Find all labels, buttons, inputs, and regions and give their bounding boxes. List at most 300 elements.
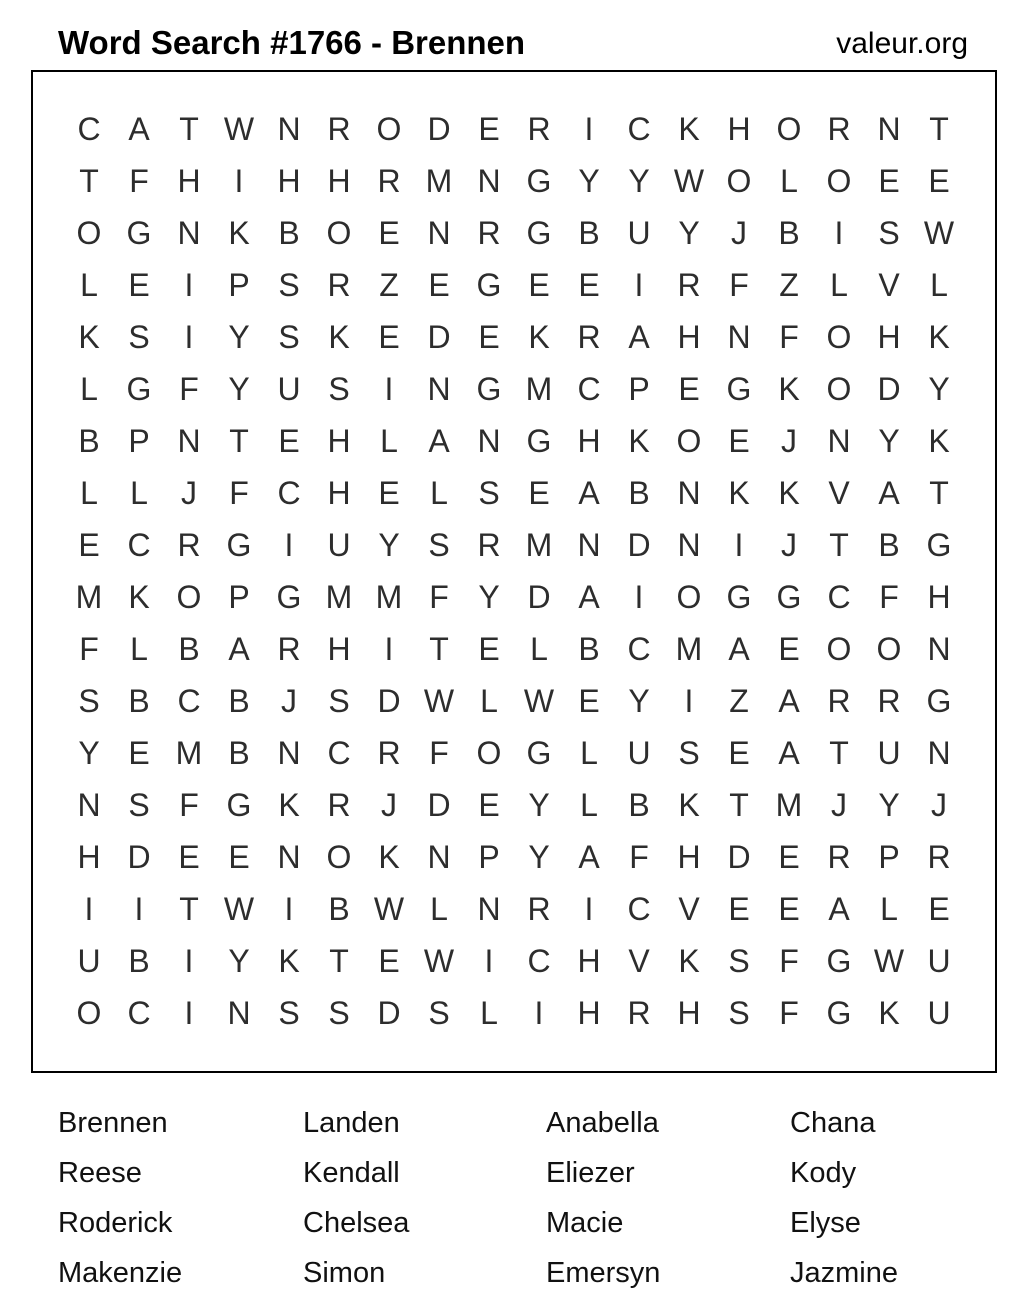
- word-item: Reese: [58, 1157, 142, 1189]
- grid-cell: L: [480, 683, 498, 719]
- grid-cell: L: [780, 163, 798, 199]
- grid-cell: S: [128, 787, 150, 823]
- grid-cell: K: [678, 111, 700, 147]
- grid-cell: U: [277, 371, 301, 407]
- grid-cell: I: [834, 215, 844, 251]
- grid-cell: R: [827, 683, 851, 719]
- grid-cell: T: [929, 475, 949, 511]
- grid-cell: T: [179, 891, 199, 927]
- grid-cell: Y: [528, 839, 550, 875]
- word-item: Kendall: [303, 1157, 400, 1189]
- grid-cell: N: [827, 423, 851, 459]
- grid-cell: V: [678, 891, 700, 927]
- grid-cell: C: [577, 371, 601, 407]
- grid-cell: C: [127, 995, 151, 1031]
- grid-cell: F: [179, 371, 199, 407]
- grid-cell: C: [277, 475, 301, 511]
- grid-cell: Y: [228, 319, 250, 355]
- grid-cell: S: [428, 527, 450, 563]
- grid-cell: Y: [228, 371, 250, 407]
- grid-cell: N: [677, 475, 701, 511]
- grid-cell: O: [376, 111, 402, 147]
- grid-cell: A: [878, 475, 900, 511]
- grid-cell: I: [284, 527, 294, 563]
- grid-cell: D: [127, 839, 151, 875]
- grid-cell: W: [373, 891, 405, 927]
- grid-cell: E: [378, 319, 400, 355]
- grid-cell: R: [177, 527, 201, 563]
- grid-cell: B: [228, 683, 250, 719]
- grid-cell: I: [184, 319, 194, 355]
- grid-cell: C: [627, 111, 651, 147]
- grid-cell: I: [184, 995, 194, 1031]
- grid-cell: I: [134, 891, 144, 927]
- grid-cell: S: [278, 319, 300, 355]
- grid-cell: T: [429, 631, 449, 667]
- grid-cell: D: [427, 111, 451, 147]
- grid-cell: E: [378, 475, 400, 511]
- grid-cell: J: [831, 787, 847, 823]
- grid-cell: C: [827, 579, 851, 615]
- word-item: Landen: [303, 1107, 400, 1139]
- grid-cell: M: [175, 735, 203, 771]
- grid-cell: S: [328, 371, 350, 407]
- grid-cell: Y: [78, 735, 100, 771]
- grid-cell: W: [223, 111, 255, 147]
- grid-cell: A: [228, 631, 250, 667]
- grid-cell: T: [329, 943, 349, 979]
- grid-cell: M: [375, 579, 403, 615]
- grid-cell: K: [878, 995, 900, 1031]
- grid-cell: R: [527, 111, 551, 147]
- grid-cell: S: [728, 995, 750, 1031]
- grid-cell: L: [880, 891, 898, 927]
- grid-cell: O: [826, 163, 852, 199]
- grid-cell: K: [78, 319, 100, 355]
- grid-cell: A: [578, 475, 600, 511]
- grid-cell: D: [427, 787, 451, 823]
- grid-cell: E: [578, 267, 600, 303]
- grid-cell: A: [778, 683, 800, 719]
- grid-cell: B: [328, 891, 350, 927]
- grid-cell: E: [528, 475, 550, 511]
- grid-cell: W: [223, 891, 255, 927]
- grid-cell: N: [277, 839, 301, 875]
- grid-cell: D: [877, 371, 901, 407]
- grid-cell: B: [628, 475, 650, 511]
- grid-cell: W: [923, 215, 955, 251]
- grid-cell: S: [278, 267, 300, 303]
- grid-cell: L: [580, 735, 598, 771]
- grid-cell: R: [877, 683, 901, 719]
- grid-cell: F: [879, 579, 899, 615]
- grid-cell: I: [634, 267, 644, 303]
- word-item: Elyse: [790, 1207, 861, 1239]
- grid-cell: G: [526, 163, 552, 199]
- grid-cell: H: [577, 423, 601, 459]
- grid-cell: O: [326, 215, 352, 251]
- grid-cell: G: [826, 943, 852, 979]
- word-item: Emersyn: [546, 1257, 661, 1289]
- grid-cell: W: [523, 683, 555, 719]
- grid-cell: U: [627, 215, 651, 251]
- word-list-column: [58, 1098, 303, 1298]
- grid-cell: A: [628, 319, 650, 355]
- grid-cell: B: [278, 215, 300, 251]
- grid-cell: Y: [478, 579, 500, 615]
- grid-cell: K: [678, 943, 700, 979]
- word-item: Chelsea: [303, 1207, 410, 1239]
- grid-cell: F: [779, 319, 799, 355]
- grid-cell: N: [277, 111, 301, 147]
- grid-cell: G: [926, 527, 952, 563]
- grid-cell: E: [278, 423, 300, 459]
- grid-cell: E: [778, 891, 800, 927]
- grid-cell: E: [478, 319, 500, 355]
- grid-cell: A: [828, 891, 850, 927]
- grid-cell: O: [726, 163, 752, 199]
- grid-cell: Y: [678, 215, 700, 251]
- grid-cell: G: [476, 371, 502, 407]
- grid-cell: S: [278, 995, 300, 1031]
- grid-cell: C: [327, 735, 351, 771]
- grid-cell: I: [84, 891, 94, 927]
- grid-cell: C: [127, 527, 151, 563]
- grid-cell: E: [128, 735, 150, 771]
- grid-cell: Y: [378, 527, 400, 563]
- grid-cell: V: [628, 943, 650, 979]
- grid-cell: F: [179, 787, 199, 823]
- word-list-column: [790, 1098, 972, 1298]
- grid-cell: K: [278, 943, 300, 979]
- grid-cell: P: [878, 839, 900, 875]
- grid-cell: L: [830, 267, 848, 303]
- grid-cell: K: [528, 319, 550, 355]
- grid-cell: W: [673, 163, 705, 199]
- grid-cell: N: [177, 423, 201, 459]
- grid-cell: U: [327, 527, 351, 563]
- grid-cell: D: [727, 839, 751, 875]
- word-item: Roderick: [58, 1207, 173, 1239]
- grid-cell: B: [878, 527, 900, 563]
- grid-cell: B: [128, 683, 150, 719]
- grid-cell: G: [526, 735, 552, 771]
- grid-cell: M: [425, 163, 453, 199]
- grid-cell: R: [327, 787, 351, 823]
- grid-cell: G: [226, 527, 252, 563]
- grid-cell: S: [878, 215, 900, 251]
- grid-cell: F: [79, 631, 99, 667]
- grid-cell: G: [526, 423, 552, 459]
- grid-cell: B: [778, 215, 800, 251]
- grid-cell: Z: [379, 267, 399, 303]
- grid-cell: M: [525, 527, 553, 563]
- grid-cell: D: [377, 995, 401, 1031]
- grid-cell: E: [678, 371, 700, 407]
- grid-cell: H: [877, 319, 901, 355]
- grid-cell: H: [577, 995, 601, 1031]
- word-item: Macie: [546, 1207, 624, 1239]
- grid-cell: B: [228, 735, 250, 771]
- grid-cell: N: [77, 787, 101, 823]
- grid-cell: I: [634, 579, 644, 615]
- grid-cell: T: [829, 527, 849, 563]
- grid-cell: O: [76, 995, 102, 1031]
- grid-cell: J: [781, 527, 797, 563]
- grid-cell: H: [727, 111, 751, 147]
- grid-cell: N: [477, 891, 501, 927]
- grid-cell: V: [828, 475, 850, 511]
- grid-cell: W: [423, 683, 455, 719]
- grid-cell: E: [478, 631, 500, 667]
- grid-cell: F: [779, 943, 799, 979]
- grid-cell: O: [476, 735, 502, 771]
- grid-cell: P: [478, 839, 500, 875]
- grid-cell: I: [534, 995, 544, 1031]
- grid-cell: V: [878, 267, 900, 303]
- grid-cell: U: [927, 943, 951, 979]
- grid-cell: U: [877, 735, 901, 771]
- grid-cell: R: [827, 111, 851, 147]
- grid-cell: S: [78, 683, 100, 719]
- grid-cell: R: [277, 631, 301, 667]
- grid-cell: A: [578, 579, 600, 615]
- grid-cell: Y: [878, 423, 900, 459]
- grid-cell: R: [377, 163, 401, 199]
- word-item: Simon: [303, 1257, 386, 1289]
- grid-cell: K: [678, 787, 700, 823]
- grid-cell: G: [526, 215, 552, 251]
- grid-cell: L: [80, 267, 98, 303]
- grid-cell: G: [726, 579, 752, 615]
- grid-cell: M: [675, 631, 703, 667]
- grid-cell: K: [278, 787, 300, 823]
- grid-cell: E: [378, 943, 400, 979]
- grid-cell: M: [525, 371, 553, 407]
- grid-cell: G: [226, 787, 252, 823]
- grid-cell: L: [130, 631, 148, 667]
- grid-cell: S: [128, 319, 150, 355]
- grid-cell: R: [677, 267, 701, 303]
- word-list-column: [303, 1098, 546, 1298]
- puzzle-grid-border: [31, 70, 997, 1073]
- grid-cell: R: [377, 735, 401, 771]
- grid-cell: A: [778, 735, 800, 771]
- grid-cell: B: [578, 215, 600, 251]
- grid-cell: N: [427, 371, 451, 407]
- grid-cell: K: [128, 579, 150, 615]
- grid-cell: K: [228, 215, 250, 251]
- grid-cell: N: [227, 995, 251, 1031]
- grid-cell: E: [528, 267, 550, 303]
- grid-cell: Y: [578, 163, 600, 199]
- grid-cell: A: [128, 111, 150, 147]
- grid-cell: P: [128, 423, 150, 459]
- word-item: Eliezer: [546, 1157, 635, 1189]
- grid-cell: E: [778, 839, 800, 875]
- grid-cell: H: [327, 163, 351, 199]
- grid-cell: N: [677, 527, 701, 563]
- grid-cell: R: [577, 319, 601, 355]
- page-title: Word Search #1766 - Brennen: [58, 24, 526, 61]
- grid-cell: E: [928, 163, 950, 199]
- grid-cell: I: [284, 891, 294, 927]
- grid-cell: I: [384, 371, 394, 407]
- grid-cell: A: [728, 631, 750, 667]
- grid-cell: K: [378, 839, 400, 875]
- grid-cell: H: [177, 163, 201, 199]
- grid-cell: O: [676, 423, 702, 459]
- grid-cell: E: [228, 839, 250, 875]
- grid-cell: T: [829, 735, 849, 771]
- grid-cell: L: [430, 475, 448, 511]
- grid-cell: Y: [928, 371, 950, 407]
- grid-cell: B: [628, 787, 650, 823]
- grid-cell: I: [234, 163, 244, 199]
- grid-cell: K: [928, 423, 950, 459]
- grid-cell: E: [78, 527, 100, 563]
- grid-cell: E: [578, 683, 600, 719]
- grid-cell: J: [281, 683, 297, 719]
- grid-cell: N: [877, 111, 901, 147]
- grid-cell: L: [80, 475, 98, 511]
- grid-cell: Z: [779, 267, 799, 303]
- grid-cell: O: [826, 319, 852, 355]
- word-item: Anabella: [546, 1107, 659, 1139]
- grid-cell: U: [627, 735, 651, 771]
- grid-cell: F: [629, 839, 649, 875]
- grid-cell: D: [427, 319, 451, 355]
- grid-cell: E: [428, 267, 450, 303]
- grid-cell: M: [325, 579, 353, 615]
- grid-cell: J: [931, 787, 947, 823]
- grid-cell: O: [826, 631, 852, 667]
- grid-cell: T: [229, 423, 249, 459]
- grid-cell: I: [484, 943, 494, 979]
- grid-cell: W: [423, 943, 455, 979]
- grid-cell: R: [827, 839, 851, 875]
- grid-cell: H: [927, 579, 951, 615]
- grid-cell: L: [480, 995, 498, 1031]
- grid-cell: D: [627, 527, 651, 563]
- grid-cell: R: [477, 215, 501, 251]
- grid-cell: E: [178, 839, 200, 875]
- grid-cell: S: [328, 683, 350, 719]
- word-item: Brennen: [58, 1107, 168, 1139]
- letter-grid: [33, 72, 995, 1070]
- grid-cell: E: [878, 163, 900, 199]
- grid-cell: C: [527, 943, 551, 979]
- grid-cell: H: [677, 995, 701, 1031]
- grid-cell: P: [228, 267, 250, 303]
- site-name: valeur.org: [836, 27, 968, 60]
- grid-cell: L: [130, 475, 148, 511]
- grid-cell: E: [478, 111, 500, 147]
- grid-cell: R: [527, 891, 551, 927]
- grid-cell: C: [627, 631, 651, 667]
- grid-cell: F: [129, 163, 149, 199]
- word-item: Kody: [790, 1157, 857, 1189]
- grid-cell: I: [684, 683, 694, 719]
- grid-cell: H: [677, 319, 701, 355]
- grid-cell: I: [584, 891, 594, 927]
- grid-cell: N: [727, 319, 751, 355]
- grid-cell: L: [930, 267, 948, 303]
- grid-cell: G: [476, 267, 502, 303]
- grid-cell: O: [676, 579, 702, 615]
- grid-cell: N: [577, 527, 601, 563]
- grid-cell: H: [327, 631, 351, 667]
- grid-cell: N: [277, 735, 301, 771]
- grid-cell: N: [477, 423, 501, 459]
- grid-cell: I: [184, 267, 194, 303]
- grid-cell: N: [177, 215, 201, 251]
- grid-cell: H: [577, 943, 601, 979]
- grid-cell: G: [926, 683, 952, 719]
- grid-cell: T: [179, 111, 199, 147]
- grid-cell: T: [929, 111, 949, 147]
- grid-cell: U: [927, 995, 951, 1031]
- word-item: Chana: [790, 1107, 876, 1139]
- grid-cell: G: [126, 215, 152, 251]
- grid-cell: R: [327, 111, 351, 147]
- grid-cell: W: [873, 943, 905, 979]
- grid-cell: N: [927, 631, 951, 667]
- grid-cell: O: [776, 111, 802, 147]
- grid-cell: Y: [228, 943, 250, 979]
- grid-cell: O: [176, 579, 202, 615]
- grid-cell: F: [429, 579, 449, 615]
- grid-cell: G: [276, 579, 302, 615]
- grid-cell: C: [177, 683, 201, 719]
- grid-cell: K: [928, 319, 950, 355]
- grid-cell: G: [776, 579, 802, 615]
- grid-cell: E: [728, 423, 750, 459]
- grid-cell: J: [731, 215, 747, 251]
- grid-cell: E: [378, 215, 400, 251]
- grid-cell: H: [677, 839, 701, 875]
- grid-cell: O: [326, 839, 352, 875]
- grid-cell: H: [277, 163, 301, 199]
- grid-cell: S: [728, 943, 750, 979]
- grid-cell: N: [427, 215, 451, 251]
- grid-cell: H: [327, 423, 351, 459]
- grid-cell: L: [80, 371, 98, 407]
- grid-cell: T: [79, 163, 99, 199]
- grid-cell: C: [77, 111, 101, 147]
- grid-cell: Y: [878, 787, 900, 823]
- grid-cell: F: [429, 735, 449, 771]
- grid-cell: L: [530, 631, 548, 667]
- grid-cell: R: [327, 267, 351, 303]
- grid-cell: H: [77, 839, 101, 875]
- grid-cell: A: [428, 423, 450, 459]
- grid-cell: T: [729, 787, 749, 823]
- grid-cell: K: [778, 371, 800, 407]
- grid-cell: S: [678, 735, 700, 771]
- grid-cell: Y: [528, 787, 550, 823]
- grid-cell: Y: [628, 163, 650, 199]
- grid-cell: K: [728, 475, 750, 511]
- grid-cell: E: [928, 891, 950, 927]
- grid-cell: R: [927, 839, 951, 875]
- grid-cell: I: [384, 631, 394, 667]
- grid-cell: N: [927, 735, 951, 771]
- grid-cell: M: [775, 787, 803, 823]
- grid-cell: L: [430, 891, 448, 927]
- grid-cell: A: [578, 839, 600, 875]
- grid-cell: U: [77, 943, 101, 979]
